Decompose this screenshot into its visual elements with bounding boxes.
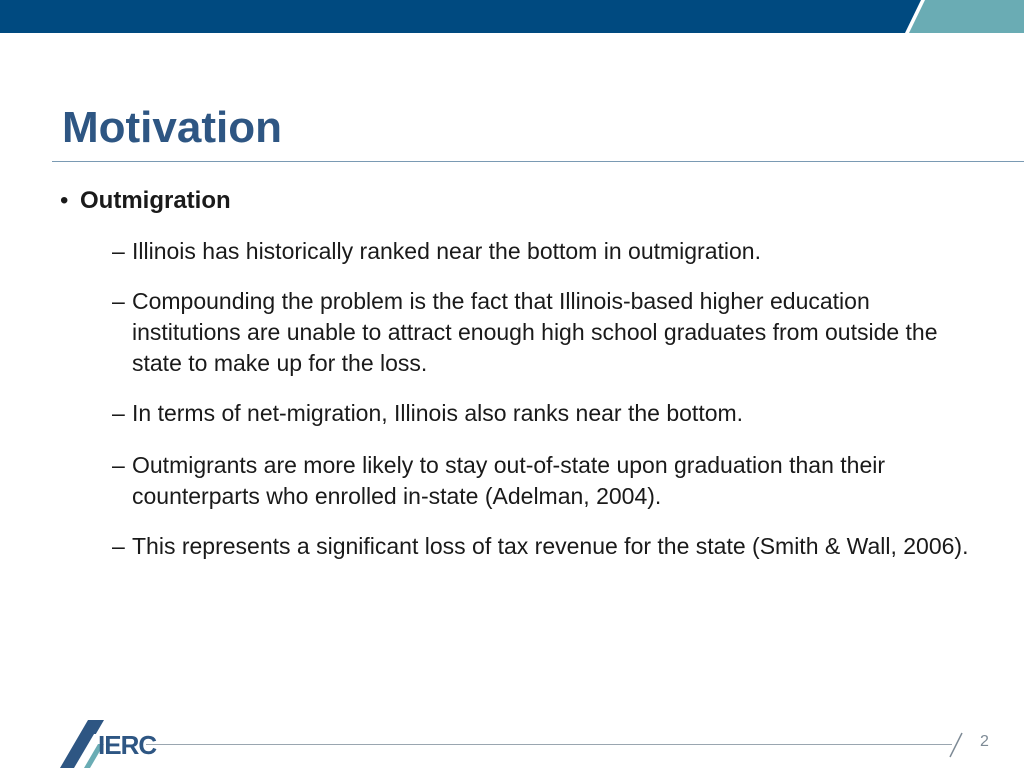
top-banner (0, 0, 1024, 33)
sub-point-text: This represents a significant loss of tax revenue for the state (Smith & Wall, 2006). (132, 533, 969, 559)
main-bullet-text: Outmigration (80, 187, 231, 214)
logo-text: IERC (98, 730, 157, 760)
slide-title: Motivation (62, 103, 282, 152)
bullet-glyph: • (60, 187, 69, 214)
sub-point-4 (112, 450, 982, 512)
main-bullet (60, 186, 231, 216)
sub-point-3 (112, 398, 982, 429)
dash-glyph: – (112, 288, 125, 314)
title-divider (52, 161, 1024, 162)
dash-glyph: – (112, 238, 125, 264)
page-number: 2 (980, 733, 989, 750)
footer-divider (146, 744, 952, 745)
sub-point-text: Compounding the problem is the fact that Illinois-based higher education institutions are unable to attract enough high school graduates from outside the state to make up for the loss. (132, 288, 938, 376)
sub-point-1 (112, 236, 982, 267)
dash-glyph: – (112, 452, 125, 478)
sub-point-text: Outmigrants are more likely to stay out-of-state upon graduation than their counterparts who enrolled in-state (Adelman, 2004). (132, 452, 886, 509)
dash-glyph: – (112, 400, 125, 426)
sub-point-5 (112, 531, 982, 562)
dash-glyph: – (112, 533, 125, 559)
sub-point-text: Illinois has historically ranked near the bottom in outmigration. (132, 238, 761, 264)
footer-slash (948, 731, 964, 759)
sub-point-text: In terms of net-migration, Illinois also ranks near the bottom. (132, 400, 744, 426)
sub-point-2 (112, 286, 982, 379)
